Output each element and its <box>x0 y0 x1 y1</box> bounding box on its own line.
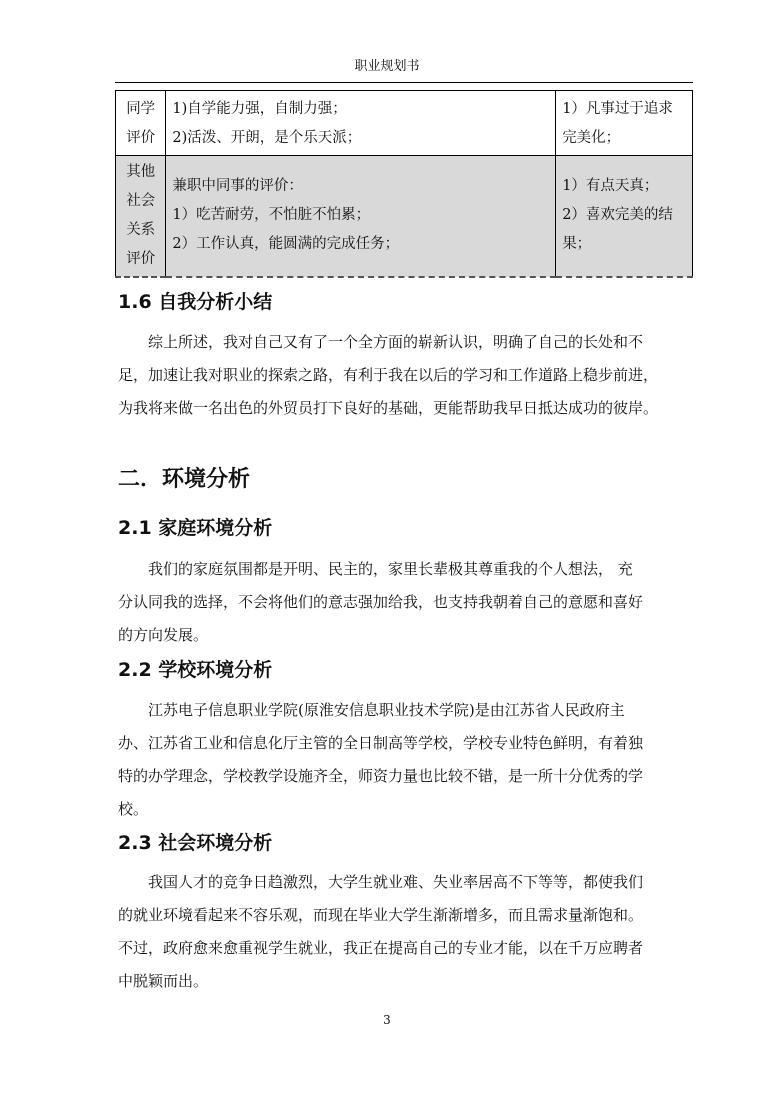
chapter-heading-2: 二．环境分析 <box>118 467 251 492</box>
cell-line: 2）工作认真，能圆满的完成任务； <box>172 236 400 252</box>
category-line: 同学 <box>126 101 156 117</box>
paragraph-line: 中脱颖而出。 <box>118 972 209 990</box>
cell-line: 1)自学能力强，自制力强； <box>172 101 347 117</box>
category-line: 其他 <box>126 164 156 180</box>
paragraph-line: 江苏电子信息职业学院(原淮安信息职业技术学院)是由江苏省人民政府主 <box>148 701 625 719</box>
header-rule <box>115 82 693 83</box>
paragraph-line: 综上所述，我对自己又有了一个全方面的崭新认识，明确了自己的长处和不 <box>148 333 644 351</box>
section-heading-2-1: 2.1 家庭环境分析 <box>118 517 273 539</box>
evaluation-table <box>115 90 693 278</box>
cell-line: 1）有点天真； <box>562 178 659 194</box>
paragraph-line: 不过，政府愈来愈重视学生就业，我正在提高自己的专业才能，以在千万应聘者 <box>118 939 644 957</box>
paragraph-line: 分认同我的选择，不会将他们的意志强加给我，也支持我朝着自己的意愿和喜好 <box>118 593 644 611</box>
paragraph-family-environment <box>118 553 658 652</box>
running-header-title: 职业规划书 <box>354 59 420 74</box>
cell-line: 2)活泼、开朗，是个乐天派； <box>172 130 362 146</box>
paragraph-social-environment <box>118 866 658 998</box>
page-number: 3 <box>383 1013 391 1027</box>
paragraph-line: 我国人才的竞争日趋激烈，大学生就业难、失业率居高不下等等，都使我们 <box>148 873 644 891</box>
category-line: 关系 <box>126 222 156 238</box>
weaknesses-cell <box>556 156 693 278</box>
strengths-cell <box>166 156 556 278</box>
strengths-cell <box>166 91 556 156</box>
table-row <box>116 91 693 156</box>
paragraph-line: 我们的家庭氛围都是开明、民主的，家里长辈极其尊重我的个人想法， 充 <box>148 560 633 578</box>
paragraph-self-analysis-summary <box>118 326 658 425</box>
row-category-cell <box>116 156 166 278</box>
paragraph-line: 的方向发展。 <box>118 626 209 644</box>
section-heading-1-6: 1.6 自我分析小结 <box>118 291 273 313</box>
paragraph-line: 为我将来做一名出色的外贸员打下良好的基础，更能帮助我早日抵达成功的彼岸。 <box>118 399 659 417</box>
category-line: 社会 <box>126 193 156 209</box>
cell-line: 2）喜欢完美的结 <box>562 207 673 223</box>
cell-line: 1）吃苦耐劳，不怕脏不怕累； <box>172 207 371 223</box>
paragraph-line: 足，加速让我对职业的探索之路，有利于我在以后的学习和工作道路上稳步前进， <box>118 366 659 384</box>
paragraph-school-environment <box>118 694 658 826</box>
section-heading-2-3: 2.3 社会环境分析 <box>118 832 273 854</box>
category-line: 评价 <box>126 130 156 146</box>
paragraph-line: 的就业环境看起来不容乐观，而现在毕业大学生渐渐增多，而且需求量渐饱和。 <box>118 906 644 924</box>
table-row <box>116 156 693 278</box>
cell-line: 完美化； <box>562 130 621 146</box>
paragraph-line: 特的办学理念，学校教学设施齐全，师资力量也比较不错，是一所十分优秀的学 <box>118 767 644 785</box>
paragraph-line: 校。 <box>118 800 149 818</box>
cell-line: 果； <box>562 236 592 252</box>
paragraph-line: 办、江苏省工业和信息化厅主管的全日制高等学校，学校专业特色鲜明，有着独 <box>118 734 644 752</box>
row-category-cell <box>116 91 166 156</box>
section-heading-2-2: 2.2 学校环境分析 <box>118 659 273 681</box>
cell-line: 1）凡事过于追求 <box>562 101 673 117</box>
category-line: 评价 <box>126 251 156 267</box>
weaknesses-cell <box>556 91 693 156</box>
cell-line: 兼职中同事的评价： <box>172 178 303 194</box>
